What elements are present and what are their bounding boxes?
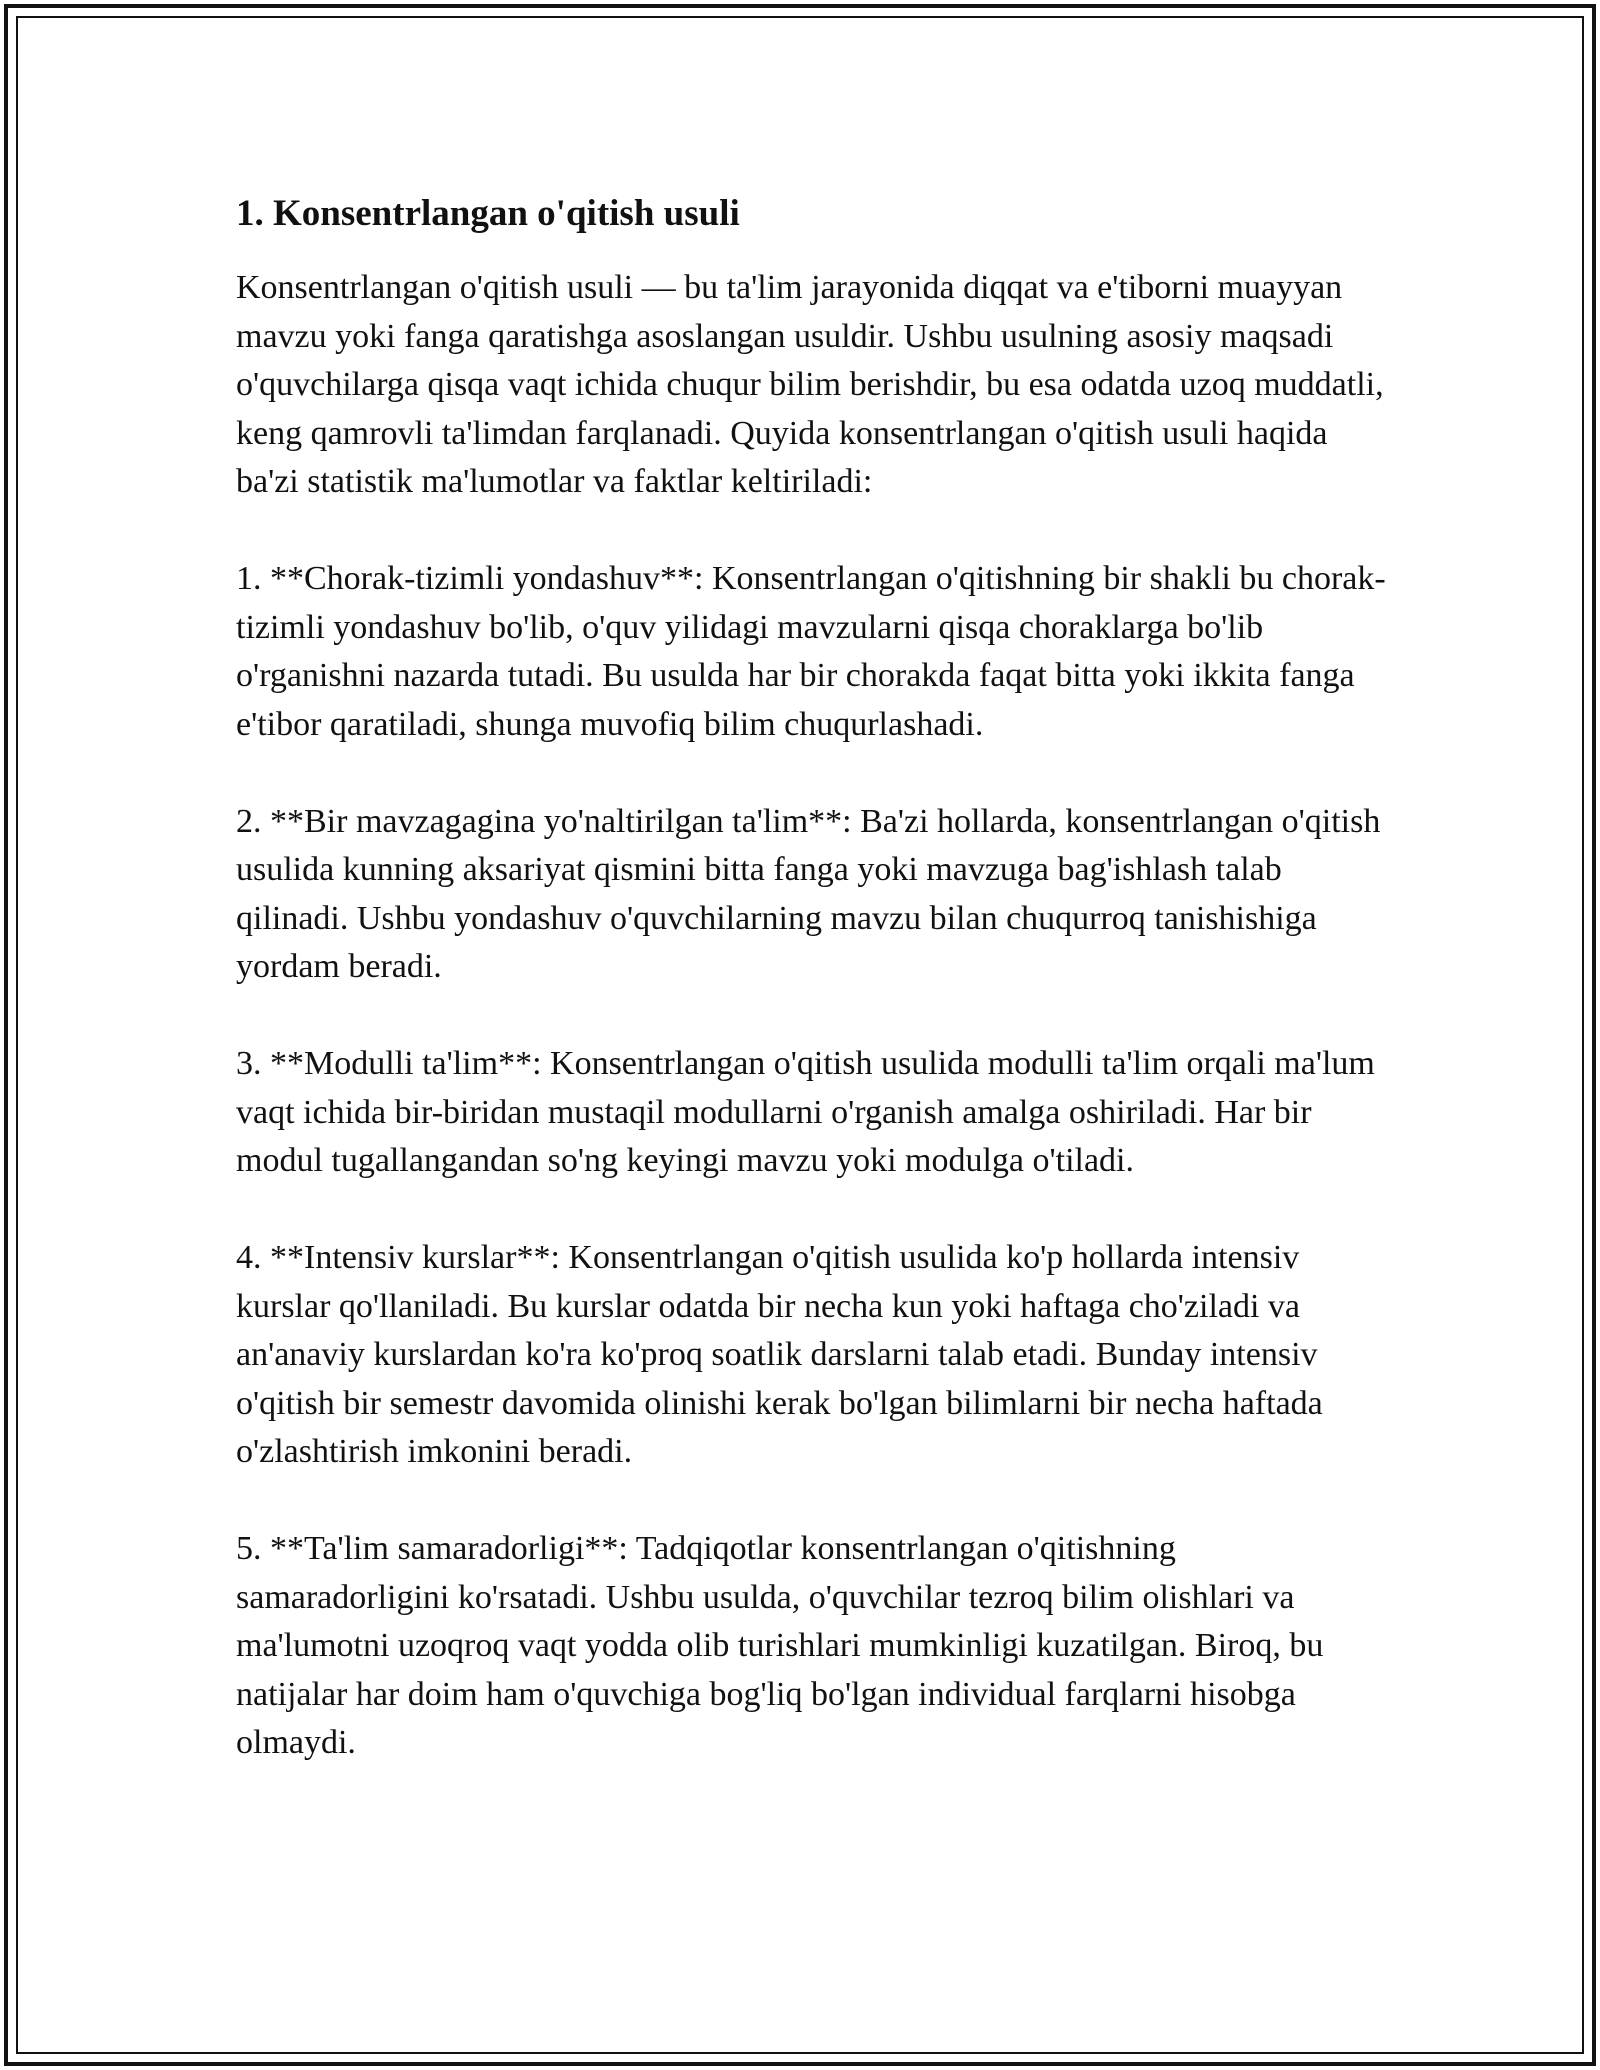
list-item-5-paragraph: 5. **Ta'lim samaradorligi**: Tadqiqotlar konsentrlangan o'qitishning samaradorligini ko'rsatadi. Ushbu usulda, o'quvchilar tezroq bilim olishlari va ma'lumotni uzoqroq vaqt yodda olib turishlari mumkinligi kuzatilgan. Biroq, bu natijalar har doim ham o'quvchiga bog'liq bo'lgan individual farqlarni hisobga olmaydi. xyxy=(236,1530,1324,1761)
intro-paragraph: Konsentrlangan o'qitish usuli — bu ta'lim jarayonida diqqat va e'tiborni muayyan mavzu yoki fanga qaratishga asoslangan usuldir. Ushbu usulning asosiy maqsadi o'quvchilarga qisqa vaqt ichida chuqur bilim berishdir, bu esa odatda uzoq muddatli, keng qamrovli ta'limdan farqlanadi. Quyida konsentrlangan o'qitish usuli haqida ba'zi statistik ma'lumotlar va faktlar keltiriladi: xyxy=(236,269,1384,500)
list-item-3-paragraph: 3. **Modulli ta'lim**: Konsentrlangan o'qitish usulida modulli ta'lim orqali ma'lum vaqt ichida bir-biridan mustaqil modullarni o'rganish amalga oshiriladi. Har bir modul tugallangandan so'ng keyingi mavzu yoki modulga o'tiladi. xyxy=(236,1045,1375,1179)
document-title: 1. Konsentrlangan o'qitish usuli xyxy=(236,193,740,234)
list-item-4-paragraph: 4. **Intensiv kurslar**: Konsentrlangan o'qitish usulida ko'p hollarda intensiv kurslar qo'llaniladi. Bu kurslar odatda bir necha kun yoki haftaga cho'ziladi va an'anaviy kurslardan ko'ra ko'proq soatlik darslarni talab etadi. Bunday intensiv o'qitish bir semestr davomida olinishi kerak bo'lgan bilimlarni bir necha haftada o'zlashtirish imkonini beradi. xyxy=(236,1239,1323,1470)
document-body xyxy=(236,188,1386,1768)
list-item-2-paragraph: 2. **Bir mavzagagina yo'naltirilgan ta'lim**: Ba'zi hollarda, konsentrlangan o'qitish usulida kunning aksariyat qismini bitta fanga yoki mavzuga bag'ishlash talab qilinadi. Ushbu yondashuv o'quvchilarning mavzu bilan chuqurroq tanishishiga yordam beradi. xyxy=(236,802,1381,985)
list-item-1-paragraph: 1. **Chorak-tizimli yondashuv**: Konsentrlangan o'qitishning bir shakli bu chorak-tizimli yondashuv bo'lib, o'quv yilidagi mavzularni qisqa choraklarga bo'lib o'rganishni nazarda tutadi. Bu usulda har bir chorakda faqat bitta yoki ikkita fanga e'tibor qaratiladi, shunga muvofiq bilim chuqurlashadi. xyxy=(236,560,1386,743)
